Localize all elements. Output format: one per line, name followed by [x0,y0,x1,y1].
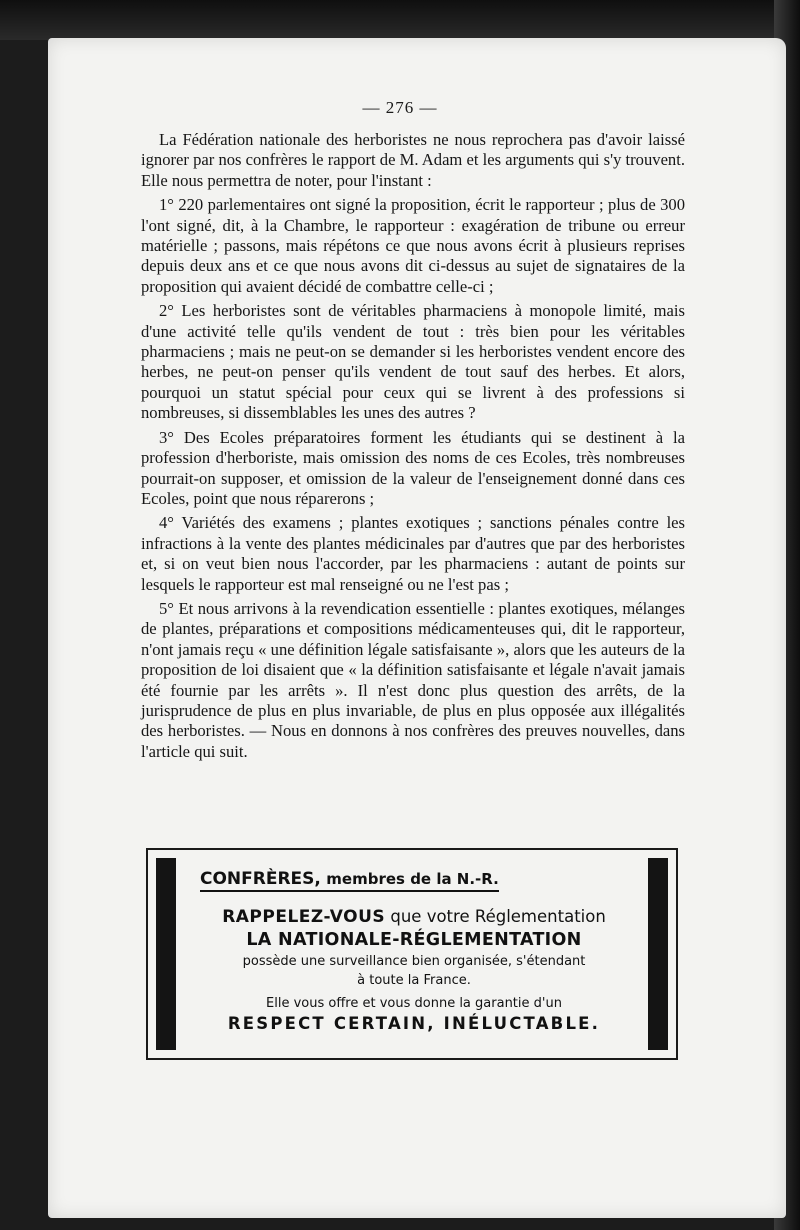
paragraph-point-4: 4° Variétés des examens ; plantes exotiques ; sanctions pénales contre les infractions à la vente des plantes médicinales par d'autres que par des herboristes et, si on veut bien nous l'accorder, par les pharmaciens : autant de points sur lesquels le rapporteur est mal renseigné ou ne l'est pas ; [141,513,685,594]
notice-line-4: à toute la France. [357,973,471,988]
notice-line-5: Elle vous offre et vous donne la garantie d'un [266,996,562,1011]
notice-line-6: RESPECT CERTAIN, INÉLUCTABLE. [227,1014,601,1033]
paragraph-point-5: 5° Et nous arrivons à la revendication essentielle : plantes exotiques, mélanges de plantes, préparations et compositions médicamenteuses qui, dit le rapporteur, n'ont jamais reçu « une définition légale satisfaisante », alors que les auteurs de la proposition de loi disaient que « la définition satisfaisante et légale n'avait jamais été fournie par les arrêts ». Il n'est donc plus question des arrêts, de la jurisprudence de plus en plus invariable, de plus en plus opposée aux illégalités des herboristes. — Nous en donnons à nos confrères des preuves nouvelles, dans l'article qui suit. [141,598,685,761]
notice-heading [200,868,499,892]
notice-line-1-emphasis: RAPPELEZ-VOUS [222,907,386,927]
page-number: — 276 — [362,98,438,117]
decorative-bar-left [156,858,176,1050]
advertisement-box [146,848,678,1060]
notice-heading-rest: membres de la N.-R. [326,870,499,888]
paragraph-point-3: 3° Des Ecoles préparatoires forment les étudiants qui se destinent à la profession d'herboriste, mais omission des noms de ces Ecoles, très nombreuses pourrait-on supposer, et omission de la valeur de l'enseignement donné dans ces Ecoles, point que nous réparerons ; [141,427,685,508]
scan-border-top [0,0,800,40]
decorative-bar-right [648,858,668,1050]
notice-line-1 [192,906,636,928]
notice-heading-strong: CONFRÈRES, [200,869,321,889]
notice-line-2: LA NATIONALE-RÉGLEMENTATION [246,930,582,950]
notice-line-1-rest: que votre Réglementation [390,907,606,926]
notice-body [192,906,636,1035]
article-body [141,130,685,766]
paragraph-intro: La Fédération nationale des herboristes ne nous reprochera pas d'avoir laissé ignorer par nos confrères le rapport de M. Adam et les arguments qui s'y trouvent. Elle nous permettra de noter, pour l'instant : [141,130,685,190]
paragraph-point-1: 1° 220 parlementaires ont signé la proposition, écrit le rapporteur ; plus de 300 l'ont signé, dit, à la Chambre, le rapporteur : exagération de tribune ou erreur matérielle ; passons, mais répétons ce que nous avons écrit à plusieurs reprises depuis deux ans et ce que nous avons dit ci-dessus au sujet de signataires de la proposition qui avaient décidé de combattre celle-ci ; [141,195,685,296]
paragraph-point-2: 2° Les herboristes sont de véritables pharmaciens à monopole limité, mais d'une activité telle qu'ils vendent de tout : très bien pour les véritables pharmaciens ; mais ne peut-on se demander si les herboristes vendent encore des herbes, ne peut-on penser qu'ils vendent de tout sauf des herbes. Et alors, pourquoi un statut spécial pour ceux qui se livrent à des professions si nombreuses, si dissemblables les unes des autres ? [141,301,685,423]
notice-line-3: possède une surveillance bien organisée, s'étendant [242,954,586,969]
